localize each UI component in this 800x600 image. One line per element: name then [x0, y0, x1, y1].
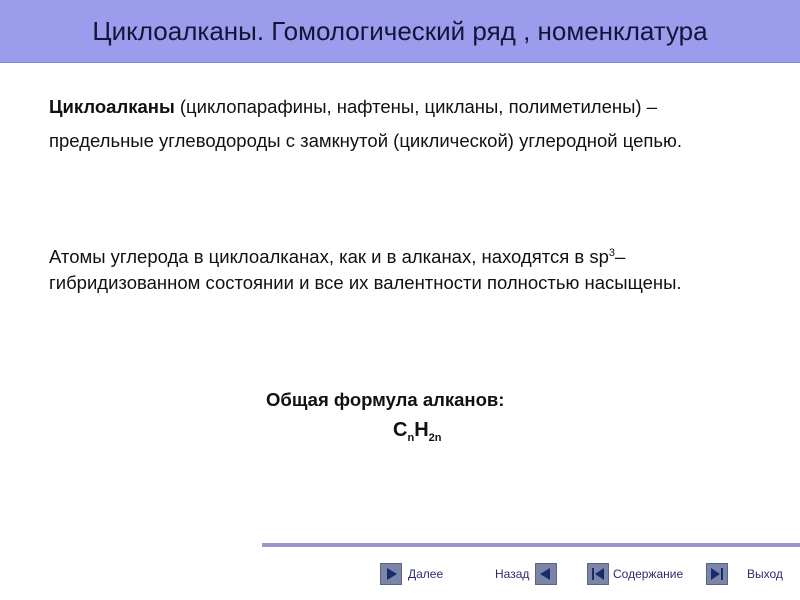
term-cycloalkanes: Циклоалканы	[49, 96, 175, 117]
play-right-icon	[380, 563, 402, 585]
contents-button[interactable]	[587, 563, 683, 585]
general-formula	[393, 419, 441, 442]
exit-label: Выход	[747, 567, 783, 581]
title-bar	[0, 0, 800, 63]
contents-label: Содержание	[613, 567, 684, 581]
exit-button[interactable]	[706, 563, 783, 585]
sp-superscript: 3	[608, 246, 616, 259]
formula-label: Общая формула алканов:	[266, 389, 505, 410]
next-label: Далее	[408, 567, 444, 581]
hybridization-paragraph	[49, 244, 749, 296]
next-button[interactable]	[380, 563, 443, 585]
footer-divider	[262, 543, 800, 547]
play-left-icon	[535, 563, 557, 585]
hybridization-text-start: Атомы углерода в циклоалканах, как и в алканах, находятся в	[49, 246, 590, 267]
formula-c-subscript: n	[407, 432, 415, 444]
skip-back-icon	[587, 563, 609, 585]
formula-h-subscript: 2n	[428, 432, 442, 444]
formula-h: H	[414, 419, 429, 441]
skip-forward-icon	[706, 563, 728, 585]
formula-c: C	[393, 419, 408, 441]
definition-paragraph	[49, 90, 749, 158]
back-button[interactable]	[495, 563, 557, 585]
page-title: Циклоалканы. Гомологический ряд , номенклатура	[92, 16, 708, 46]
definition-text: (циклопарафины, нафтены, цикланы, полиметилены) – предельные углеводороды с замкнутой (циклической) углеродной цепью.	[49, 96, 683, 151]
sp-label: sp	[589, 246, 609, 267]
back-label: Назад	[495, 567, 530, 581]
hybridization-text-end: –гибридизованном состоянии и все их валентности полностью насыщены.	[49, 246, 682, 293]
